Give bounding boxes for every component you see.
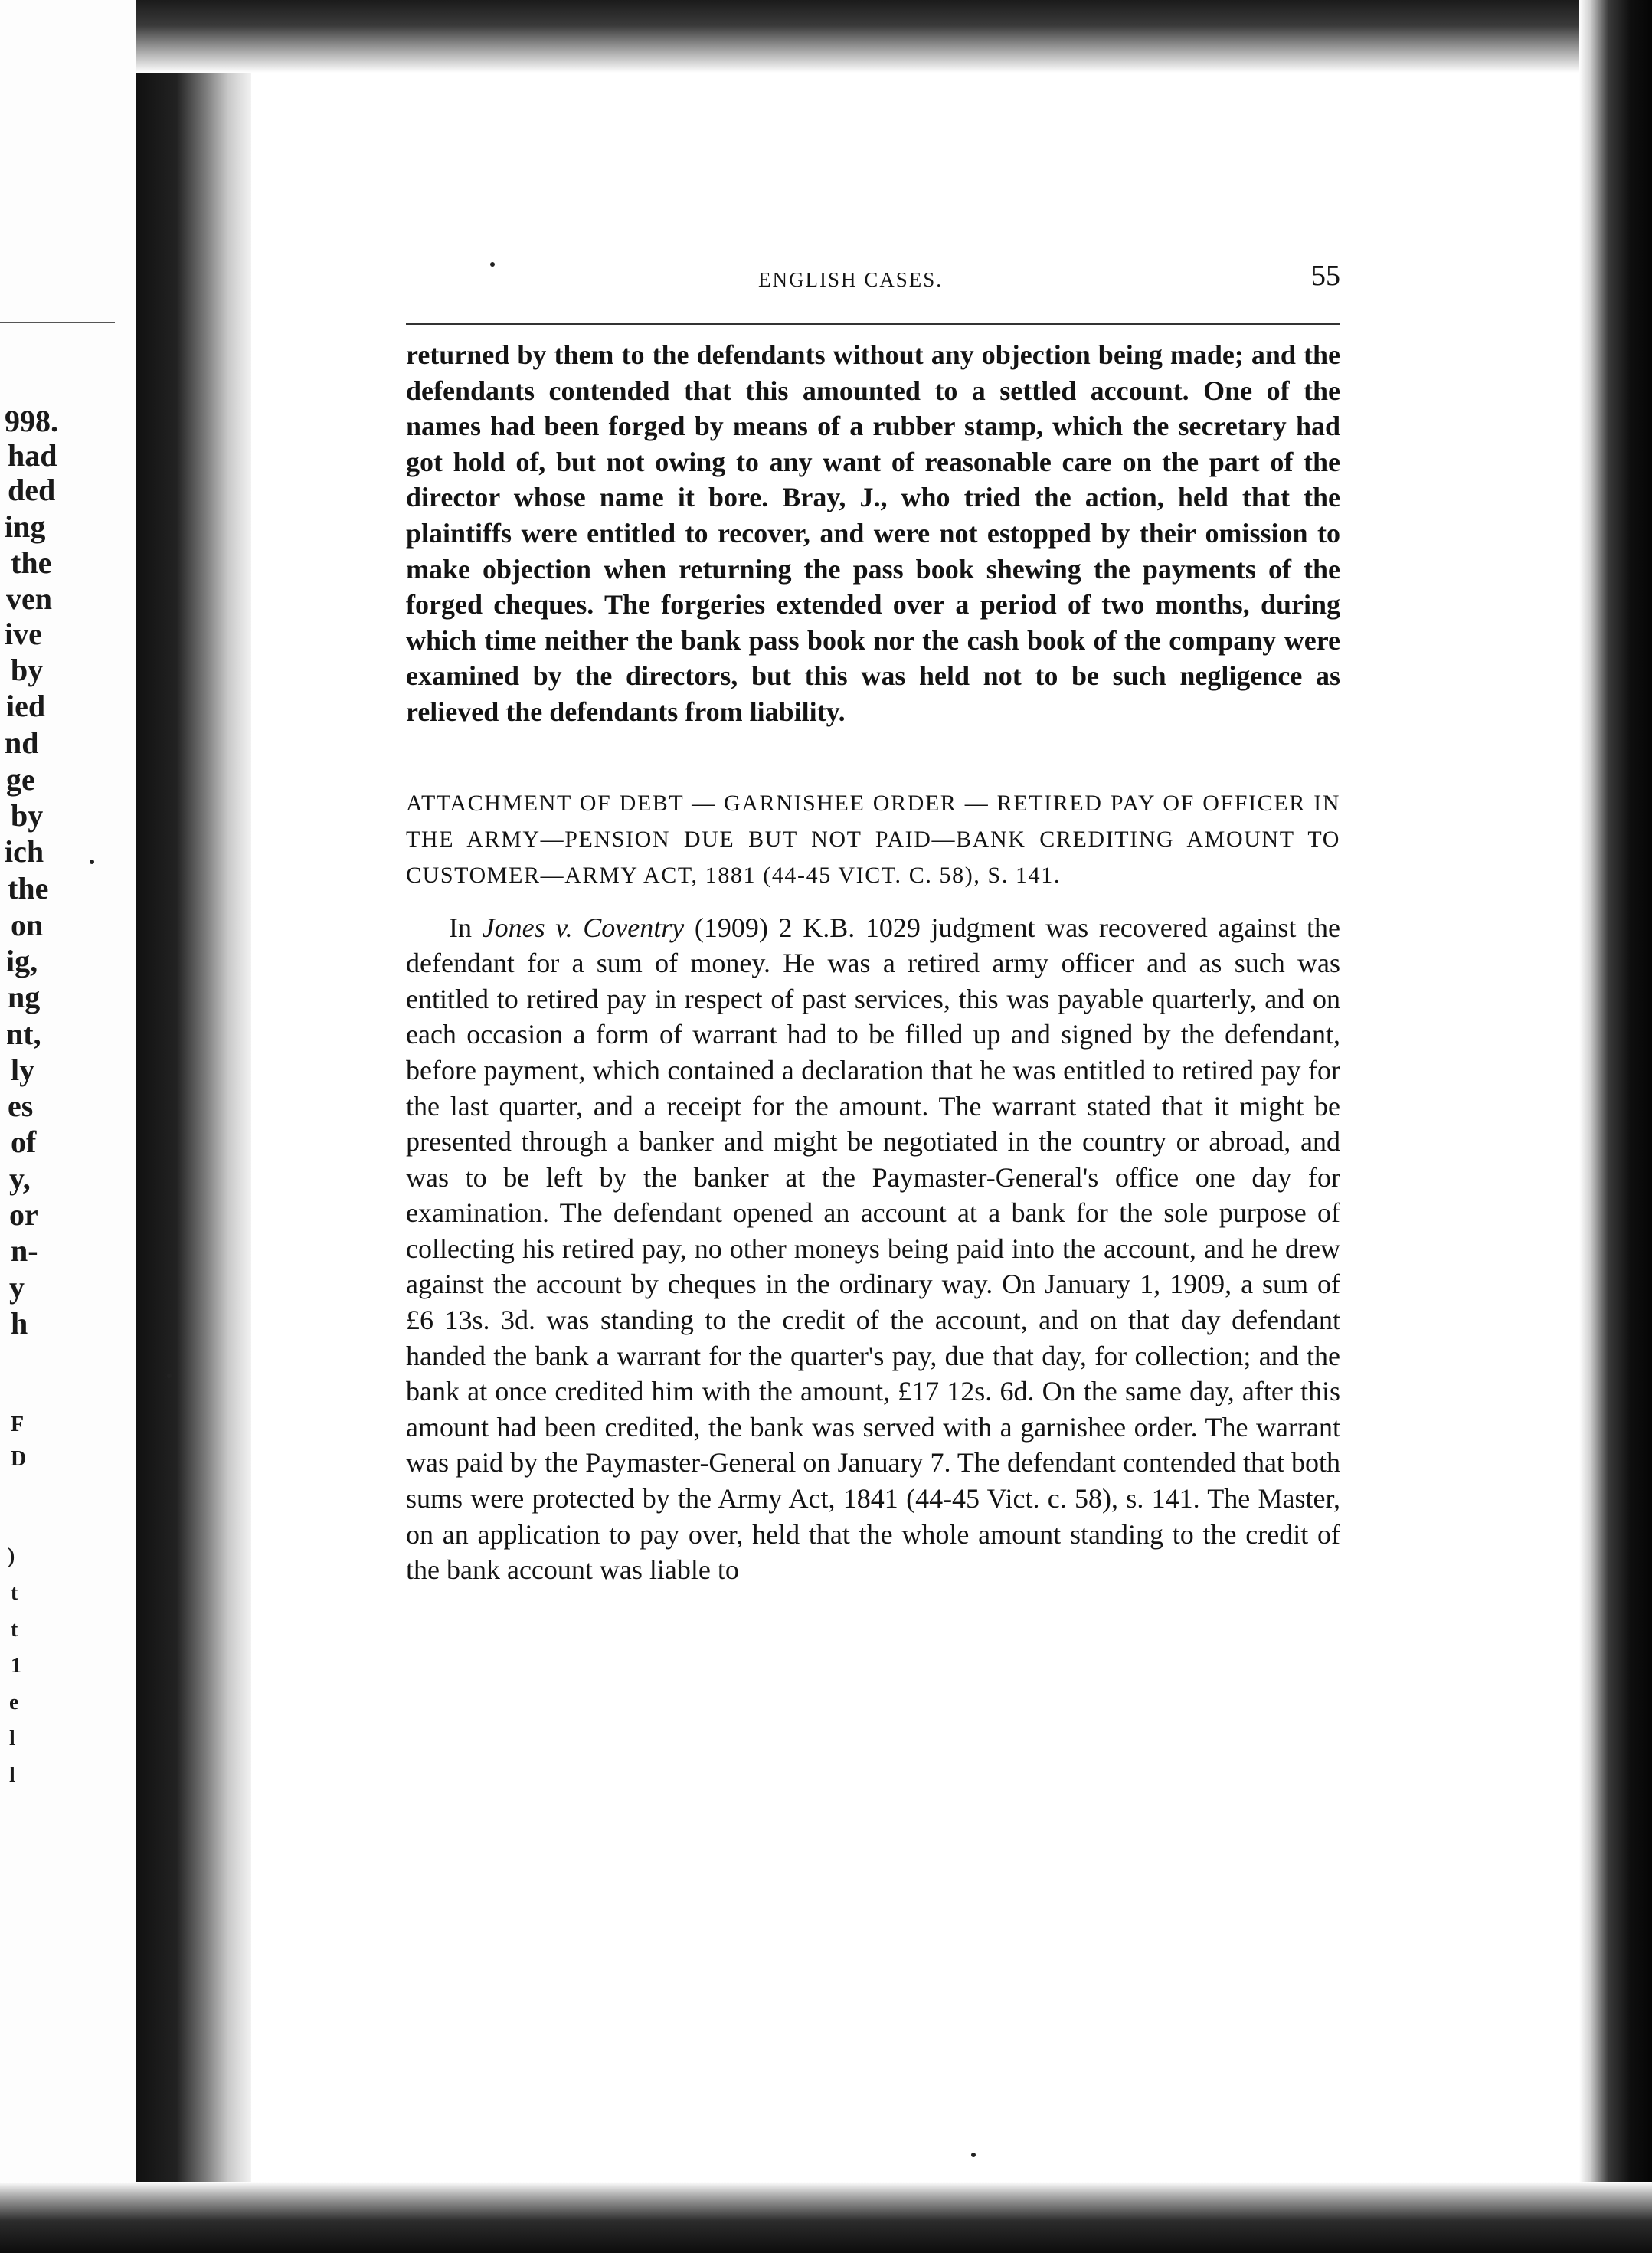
header-rule <box>406 323 1340 325</box>
facing-page-fragment: ly <box>11 1053 35 1087</box>
section-heading <box>406 785 1340 893</box>
facing-page-fragment: e <box>9 1691 19 1714</box>
facing-page-strip <box>0 0 136 2253</box>
page-number: 55 <box>1311 260 1340 292</box>
scan-top-shadow <box>136 0 1652 73</box>
facing-page-fragment: the <box>8 871 49 905</box>
facing-page-fragment: l <box>9 1763 15 1787</box>
facing-page-fragment: l <box>9 1727 15 1750</box>
scan-speck <box>167 1374 172 1378</box>
scan-bottom-shadow <box>0 2182 1652 2253</box>
facing-page-fragment: on <box>11 908 44 942</box>
facing-page-fragment: t <box>11 1581 18 1605</box>
facing-page-fragment: nd <box>5 725 39 760</box>
book-page <box>406 253 1340 1616</box>
case-paragraph <box>406 910 1340 1588</box>
facing-page-fragment: D <box>11 1447 27 1471</box>
facing-page-fragment: ge <box>6 762 35 797</box>
facing-page-fragment: n- <box>11 1233 38 1268</box>
body-paragraph: returned by them to the defendants without any objection being made; and the defendants contended that this amounted to a settled account. One of the names had been forged by means of a rubber stamp, which the secretary had got hold of, but not owing to any want of reasonable care on the part of the director whose name it bore. Bray, J., who tried the action, held that the plaintiffs were entitled to recover, and were not estopped by their omission to make objection when returning the pass book shewing the payments of the forged cheques. The forgeries extended over a period of two months, during which time neither the bank pass book nor the cash book of the company were examined by the directors, but this was held not to be such negligence as relieved the defendants from liability. <box>406 339 1340 727</box>
facing-page-fragment: t <box>11 1618 18 1642</box>
facing-page-fragment: by <box>11 798 44 833</box>
facing-page-fragment: ing <box>5 509 46 544</box>
facing-page-fragment: 1 <box>11 1654 21 1678</box>
facing-page-fragment: ied <box>6 689 46 723</box>
facing-page-fragment: by <box>11 653 44 687</box>
facing-page-fragment: the <box>11 545 52 580</box>
facing-page-fragment: ven <box>6 581 52 616</box>
facing-page-fragment: es <box>8 1089 34 1123</box>
facing-page-fragment: ng <box>8 980 41 1014</box>
facing-page-fragment: had <box>8 438 57 473</box>
facing-page-fragment: h <box>11 1306 28 1341</box>
running-head <box>406 253 1340 306</box>
case-name: Jones v. Coventry <box>482 912 685 943</box>
facing-page-fragment: y <box>9 1270 25 1305</box>
facing-page-fragment: ich <box>5 834 44 869</box>
scan-speck <box>90 860 94 864</box>
facing-page-fragment: ) <box>8 1544 15 1568</box>
case-text: (1909) 2 K.B. 1029 judgment was recovered against the defendant for a sum of money. He was a retired army officer and as such was entitled to retired pay in respect of past services, this was payable quarterly, and on each occasion a form of warrant had to be filled up and signed by the defendant, before payment, which contained a declaration that he was entitled to retired pay for the last quarter, and a receipt for the amount. The warrant stated that it might be presented through a banker and might be negotiated in the country or abroad, and was to be left by the banker at the Paymaster-General's office one day for examination. The defendant opened an account at a bank for the sole purpose of collecting his retired pay, no other moneys being paid into the account, and he drew against the account by cheques in the ordinary way. On January 1, 1909, a sum of £6 13s. 3d. was standing to the credit of the account, and on that day defendant handed the bank a warrant for the quarter's pay, due that day, for collection; and the bank at once credited him with the amount, £17 12s. 6d. On the same day, after this amount had been credited, the bank was served with a garnishee order. The warrant was paid by the Paymaster-General on January 7. The defendant contended that both sums were protected by the Army Act, 1841 (44-45 Vict. c. 58), s. 141. The Master, on an application to pay over, held that the whole amount standing to the credit of the bank account was liable to <box>406 912 1341 1586</box>
facing-page-fragment: ig, <box>6 944 38 978</box>
facing-page-fragment: ded <box>8 473 56 507</box>
scan-right-edge <box>1579 0 1652 2253</box>
facing-page-fragment: F <box>11 1413 25 1436</box>
facing-page-rule <box>0 322 115 323</box>
binding-gutter <box>136 0 251 2253</box>
facing-page-fragment: ive <box>5 617 42 651</box>
facing-page-fragment: or <box>9 1197 38 1232</box>
facing-page-fragment: nt, <box>6 1017 41 1051</box>
running-title: ENGLISH CASES. <box>758 268 944 291</box>
section-heading-text: ATTACHMENT OF DEBT — GARNISHEE ORDER — RETIRED PAY OF OFFICER IN THE ARMY—PENSION DUE BUT NOT PAID—BANK CREDITING AMOUNT TO CUSTOMER—ARMY ACT, 1881 (44-45 VICT. C. 58), S. 141. <box>406 790 1340 888</box>
facing-page-fragment: of <box>11 1125 37 1159</box>
scan-speck <box>971 2153 976 2157</box>
case-lead: In <box>449 912 472 943</box>
facing-page-fragment: y, <box>9 1161 31 1196</box>
facing-page-fragment: 998. <box>5 404 58 438</box>
